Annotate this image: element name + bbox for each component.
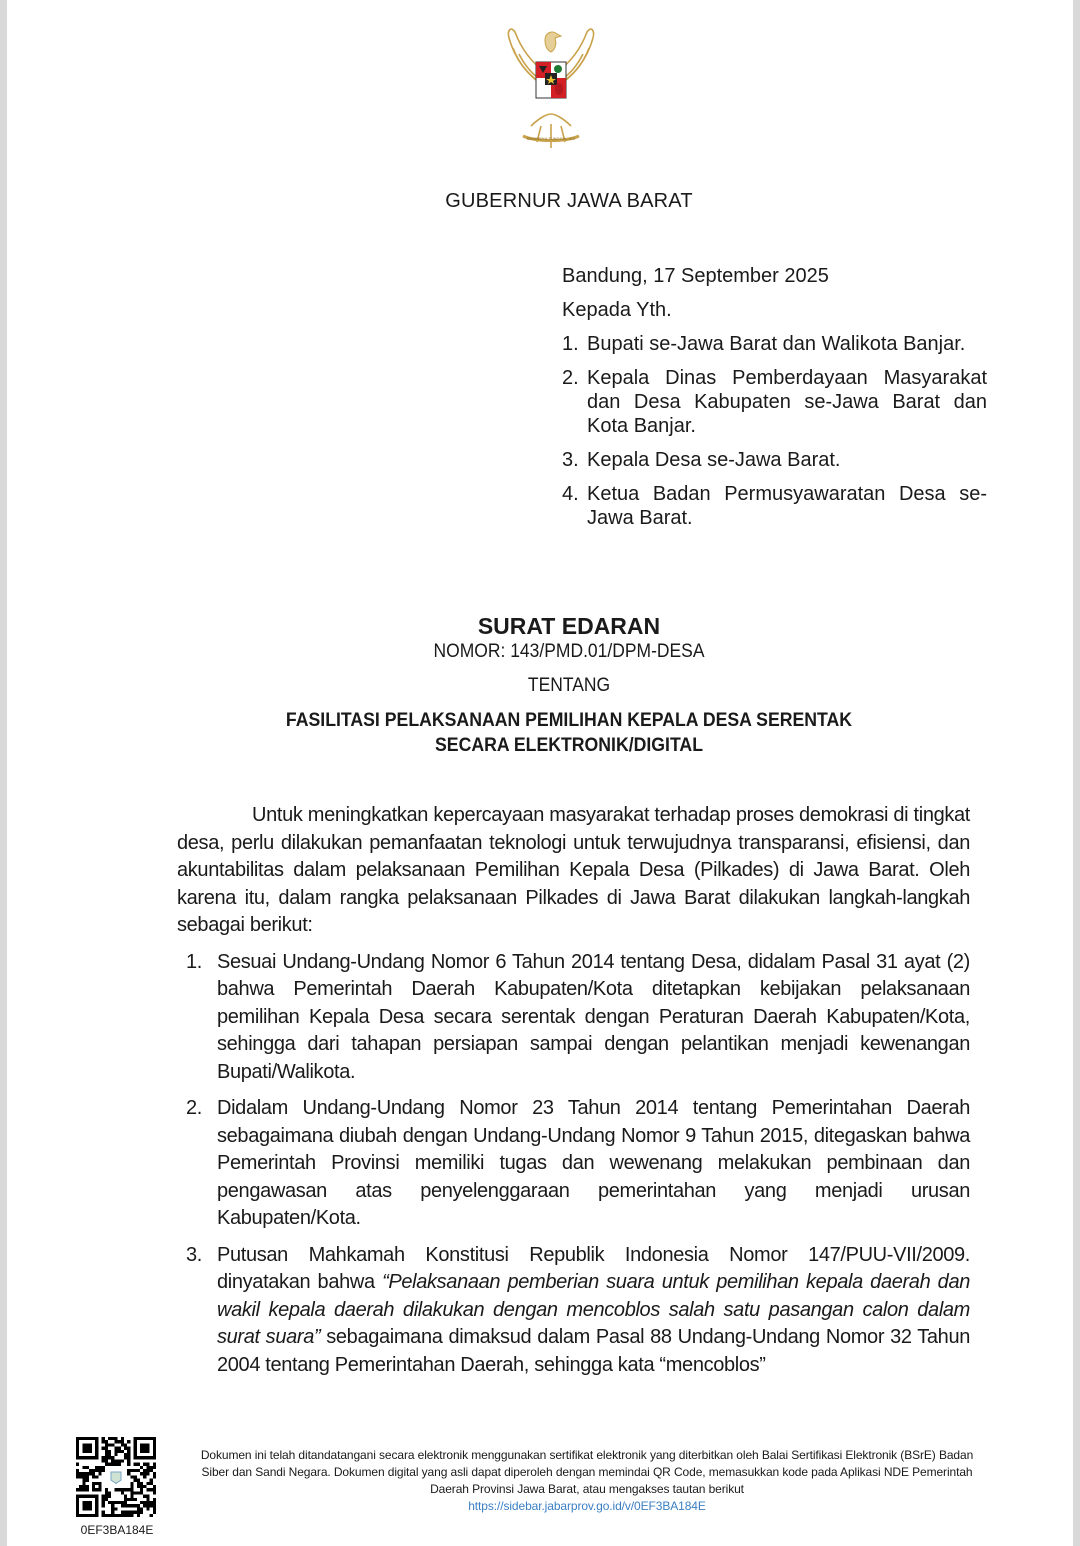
about-label: TENTANG	[527, 675, 611, 696]
title-block	[7, 612, 1080, 758]
recipient-item	[562, 366, 987, 438]
e-signature-text: Dokumen ini telah ditandatangani secara elektronik menggunakan sertifikat elektronik yang diterbitkan oleh Balai Sertifikasi Elektronik (BSrE) Badan Siber dan Sandi Negara. Dokumen digital yang asli dapat diperoleh dengan memindai QR Code, memasukkan kode pada Aplikasi NDE Pemerintah Daerah Provinsi Jawa Barat, atau mengakses tautan berikut	[200, 1448, 974, 1496]
recipient-list	[562, 332, 987, 530]
point-text: Sesuai Undang-Undang Nomor 6 Tahun 2014 tentang Desa, didalam Pasal 31 ayat (2) bahwa Pemerintah Daerah Kabupaten/Kota ditetapkan kebijakan pelaksanaan pemilihan Kepala Desa secara serentak dengan Peraturan Daerah Kabupaten/Kota, sehingga dari tahapan persiapan sampai dengan pelantikan menjadi kewenangan Bupati/Walikota.	[217, 950, 970, 1083]
garuda-pancasila-emblem	[501, 18, 601, 158]
recipient-item	[562, 448, 987, 472]
salutation: Kepada Yth.	[562, 299, 672, 321]
point-number: 2.	[186, 1097, 202, 1119]
recipient-text: Kepala Dinas Pemberdayaan Masyarakat dan Desa Kabupaten se-Jawa Barat dan Kota Banjar.	[587, 367, 987, 437]
point-list	[177, 949, 970, 1380]
qr-code-id: 0EF3BA184E	[80, 1523, 154, 1537]
recipient-number: 3.	[562, 449, 579, 471]
document-page	[7, 0, 1073, 1546]
point-text	[217, 1242, 970, 1380]
recipient-text: Kepala Desa se-Jawa Barat.	[587, 449, 841, 471]
point-text: Didalam Undang-Undang Nomor 23 Tahun 2014 tentang Pemerintahan Daerah sebagaimana diubah dengan Undang-Undang Nomor 9 Tahun 2015, ditegaskan bahwa Pemerintah Provinsi memiliki tugas dan wewenang melakukan pembinaan dan pengawasan atas penyelenggaraan pemerintahan yang menjadi urusan Kabupaten/Kota.	[217, 1097, 970, 1229]
recipient-item	[562, 482, 987, 530]
point-text-before: Putusan Mahkamah Konstitusi Republik Indonesia Nomor 147/PUU-VII/2009. dinyatakan bahwa	[217, 1243, 970, 1293]
document-number: NOMOR: 143/PMD.01/DPM-DESA	[433, 641, 705, 662]
emblem-motto-text: BHINNEKA TUNGGAL IKA	[526, 136, 576, 141]
document-type: SURAT EDARAN	[477, 613, 661, 639]
address-block	[562, 264, 987, 540]
document-body	[177, 802, 970, 1388]
point-number: 1.	[186, 950, 202, 973]
point-item	[177, 1242, 970, 1380]
place-date: Bandung, 17 September 2025	[562, 265, 829, 287]
recipient-number: 1.	[562, 333, 579, 355]
subject-line-2: SECARA ELEKTRONIK/DIGITAL	[434, 735, 703, 756]
point-item	[177, 1095, 970, 1233]
verification-link[interactable]: https://sidebar.jabarprov.go.id/v/0EF3BA184E	[468, 1499, 706, 1513]
office-heading: GUBERNUR JAWA BARAT	[445, 190, 693, 212]
recipient-number: 4.	[562, 483, 579, 505]
e-signature-notice	[197, 1447, 977, 1515]
point-item	[177, 949, 970, 1087]
qr-code-icon[interactable]	[76, 1437, 156, 1517]
point-text-after: sebagaimana dimaksud dalam Pasal 88 Undang-Undang Nomor 32 Tahun 2004 tentang Pemerintahan Daerah, sehingga kata “mencoblos”	[217, 1326, 970, 1376]
recipient-item	[562, 332, 987, 356]
subject-line-1: FASILITASI PELAKSANAAN PEMILIHAN KEPALA DESA SERENTAK	[285, 710, 853, 731]
recipient-number: 2.	[562, 367, 579, 389]
point-number: 3.	[186, 1243, 202, 1266]
point-quote: “Pelaksanaan pemberian suara untuk pemilihan kepala daerah dan wakil kepala daerah dilakukan dengan mencoblos salah satu pasangan calon dalam surat suara”	[217, 1271, 970, 1348]
recipient-text: Bupati se-Jawa Barat dan Walikota Banjar.	[587, 333, 966, 355]
recipient-text: Ketua Badan Permusyawaratan Desa se-Jawa Barat.	[587, 483, 987, 529]
intro-paragraph: Untuk meningkatkan kepercayaan masyarakat terhadap proses demokrasi di tingkat desa, perlu dilakukan pemanfaatan teknologi untuk terwujudnya transparansi, efisiensi, dan akuntabilitas dalam pelaksanaan Pemilihan Kepala Desa (Pilkades) di Jawa Barat. Oleh karena itu, dalam rangka pelaksanaan Pilkades di Jawa Barat dilakukan langkah-langkah sebagai berikut:	[177, 804, 970, 936]
